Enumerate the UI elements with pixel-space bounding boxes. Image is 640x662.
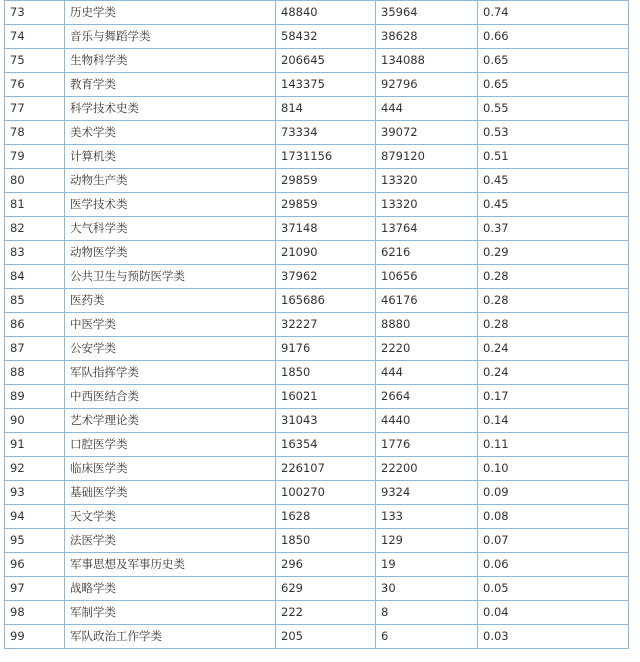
ratio-cell: 0.28 [478,289,629,313]
rank-cell: 93 [5,481,65,505]
value-b-cell: 39072 [376,121,478,145]
value-b-cell: 2664 [376,385,478,409]
value-a-cell: 58432 [276,25,376,49]
value-a-cell: 48840 [276,1,376,25]
value-b-cell: 10656 [376,265,478,289]
rank-cell: 86 [5,313,65,337]
table-row [5,433,629,457]
table-row [5,97,629,121]
category-name-cell: 公共卫生与预防医学类 [65,265,276,289]
category-name-cell: 中西医结合类 [65,385,276,409]
ratio-cell: 0.07 [478,529,629,553]
ratio-cell: 0.10 [478,457,629,481]
value-a-cell: 206645 [276,49,376,73]
ratio-cell: 0.45 [478,169,629,193]
ratio-cell: 0.24 [478,337,629,361]
value-a-cell: 1850 [276,529,376,553]
value-a-cell: 32227 [276,313,376,337]
table-row [5,73,629,97]
value-a-cell: 31043 [276,409,376,433]
ratio-cell: 0.28 [478,265,629,289]
table-row [5,385,629,409]
table-row [5,121,629,145]
rank-cell: 90 [5,409,65,433]
rank-cell: 97 [5,577,65,601]
table-row [5,505,629,529]
value-a-cell: 143375 [276,73,376,97]
category-name-cell: 动物生产类 [65,169,276,193]
value-b-cell: 4440 [376,409,478,433]
table-row [5,1,629,25]
value-b-cell: 35964 [376,1,478,25]
rank-cell: 76 [5,73,65,97]
value-a-cell: 37148 [276,217,376,241]
rank-cell: 87 [5,337,65,361]
category-name-cell: 基础医学类 [65,481,276,505]
value-a-cell: 205 [276,625,376,649]
value-b-cell: 38628 [376,25,478,49]
category-name-cell: 音乐与舞蹈学类 [65,25,276,49]
value-b-cell: 19 [376,553,478,577]
ratio-cell: 0.37 [478,217,629,241]
value-a-cell: 100270 [276,481,376,505]
value-b-cell: 30 [376,577,478,601]
ranking-table [4,0,629,649]
ratio-cell: 0.03 [478,625,629,649]
rank-cell: 98 [5,601,65,625]
rank-cell: 83 [5,241,65,265]
ratio-cell: 0.65 [478,73,629,97]
ratio-cell: 0.74 [478,1,629,25]
value-a-cell: 29859 [276,169,376,193]
category-name-cell: 战略学类 [65,577,276,601]
value-b-cell: 8 [376,601,478,625]
table-row [5,145,629,169]
value-a-cell: 222 [276,601,376,625]
value-b-cell: 879120 [376,145,478,169]
value-b-cell: 444 [376,97,478,121]
value-b-cell: 134088 [376,49,478,73]
category-name-cell: 科学技术史类 [65,97,276,121]
value-b-cell: 92796 [376,73,478,97]
table-row [5,217,629,241]
value-a-cell: 1731156 [276,145,376,169]
category-name-cell: 公安学类 [65,337,276,361]
rank-cell: 89 [5,385,65,409]
table-row [5,481,629,505]
category-name-cell: 军队政治工作学类 [65,625,276,649]
value-b-cell: 129 [376,529,478,553]
category-name-cell: 军队指挥学类 [65,361,276,385]
value-b-cell: 133 [376,505,478,529]
value-a-cell: 16021 [276,385,376,409]
value-a-cell: 296 [276,553,376,577]
category-name-cell: 大气科学类 [65,217,276,241]
category-name-cell: 教育学类 [65,73,276,97]
value-a-cell: 1628 [276,505,376,529]
table-row [5,601,629,625]
rank-cell: 75 [5,49,65,73]
rank-cell: 91 [5,433,65,457]
table-row [5,337,629,361]
rank-cell: 81 [5,193,65,217]
table-row [5,409,629,433]
rank-cell: 82 [5,217,65,241]
table-row [5,361,629,385]
category-name-cell: 计算机类 [65,145,276,169]
value-b-cell: 6216 [376,241,478,265]
rank-cell: 92 [5,457,65,481]
value-a-cell: 226107 [276,457,376,481]
ratio-cell: 0.29 [478,241,629,265]
value-a-cell: 16354 [276,433,376,457]
ratio-cell: 0.04 [478,601,629,625]
rank-cell: 85 [5,289,65,313]
category-name-cell: 生物科学类 [65,49,276,73]
value-b-cell: 444 [376,361,478,385]
table-row [5,289,629,313]
ratio-cell: 0.53 [478,121,629,145]
ratio-cell: 0.65 [478,49,629,73]
category-name-cell: 临床医学类 [65,457,276,481]
rank-cell: 73 [5,1,65,25]
value-b-cell: 13764 [376,217,478,241]
value-a-cell: 629 [276,577,376,601]
rank-cell: 95 [5,529,65,553]
category-name-cell: 医药类 [65,289,276,313]
value-a-cell: 21090 [276,241,376,265]
category-name-cell: 医学技术类 [65,193,276,217]
value-a-cell: 165686 [276,289,376,313]
rank-cell: 77 [5,97,65,121]
rank-cell: 84 [5,265,65,289]
table-row [5,49,629,73]
value-b-cell: 46176 [376,289,478,313]
table-row [5,313,629,337]
ratio-cell: 0.55 [478,97,629,121]
ratio-cell: 0.09 [478,481,629,505]
category-name-cell: 口腔医学类 [65,433,276,457]
category-name-cell: 历史学类 [65,1,276,25]
table-row [5,241,629,265]
value-a-cell: 814 [276,97,376,121]
ratio-cell: 0.17 [478,385,629,409]
table-row [5,457,629,481]
category-name-cell: 美术学类 [65,121,276,145]
ratio-cell: 0.24 [478,361,629,385]
rank-cell: 96 [5,553,65,577]
value-b-cell: 13320 [376,193,478,217]
table-row [5,25,629,49]
value-a-cell: 29859 [276,193,376,217]
table-row [5,193,629,217]
rank-cell: 74 [5,25,65,49]
category-name-cell: 动物医学类 [65,241,276,265]
table-row [5,625,629,649]
ratio-cell: 0.66 [478,25,629,49]
table-row [5,529,629,553]
category-name-cell: 军事思想及军事历史类 [65,553,276,577]
ratio-cell: 0.08 [478,505,629,529]
table-row [5,577,629,601]
ratio-cell: 0.05 [478,577,629,601]
ratio-cell: 0.51 [478,145,629,169]
rank-cell: 78 [5,121,65,145]
value-b-cell: 13320 [376,169,478,193]
value-b-cell: 1776 [376,433,478,457]
category-name-cell: 法医学类 [65,529,276,553]
category-name-cell: 中医学类 [65,313,276,337]
value-b-cell: 8880 [376,313,478,337]
value-b-cell: 6 [376,625,478,649]
category-name-cell: 艺术学理论类 [65,409,276,433]
rank-cell: 79 [5,145,65,169]
value-a-cell: 73334 [276,121,376,145]
value-a-cell: 37962 [276,265,376,289]
category-name-cell: 天文学类 [65,505,276,529]
table-row [5,265,629,289]
value-b-cell: 2220 [376,337,478,361]
value-a-cell: 9176 [276,337,376,361]
category-name-cell: 军制学类 [65,601,276,625]
rank-cell: 99 [5,625,65,649]
ratio-cell: 0.06 [478,553,629,577]
ratio-cell: 0.14 [478,409,629,433]
table-row [5,553,629,577]
ratio-cell: 0.28 [478,313,629,337]
ratio-cell: 0.11 [478,433,629,457]
rank-cell: 94 [5,505,65,529]
rank-cell: 88 [5,361,65,385]
rank-cell: 80 [5,169,65,193]
table-body [5,1,629,649]
table-row [5,169,629,193]
value-b-cell: 9324 [376,481,478,505]
value-b-cell: 22200 [376,457,478,481]
value-a-cell: 1850 [276,361,376,385]
ratio-cell: 0.45 [478,193,629,217]
